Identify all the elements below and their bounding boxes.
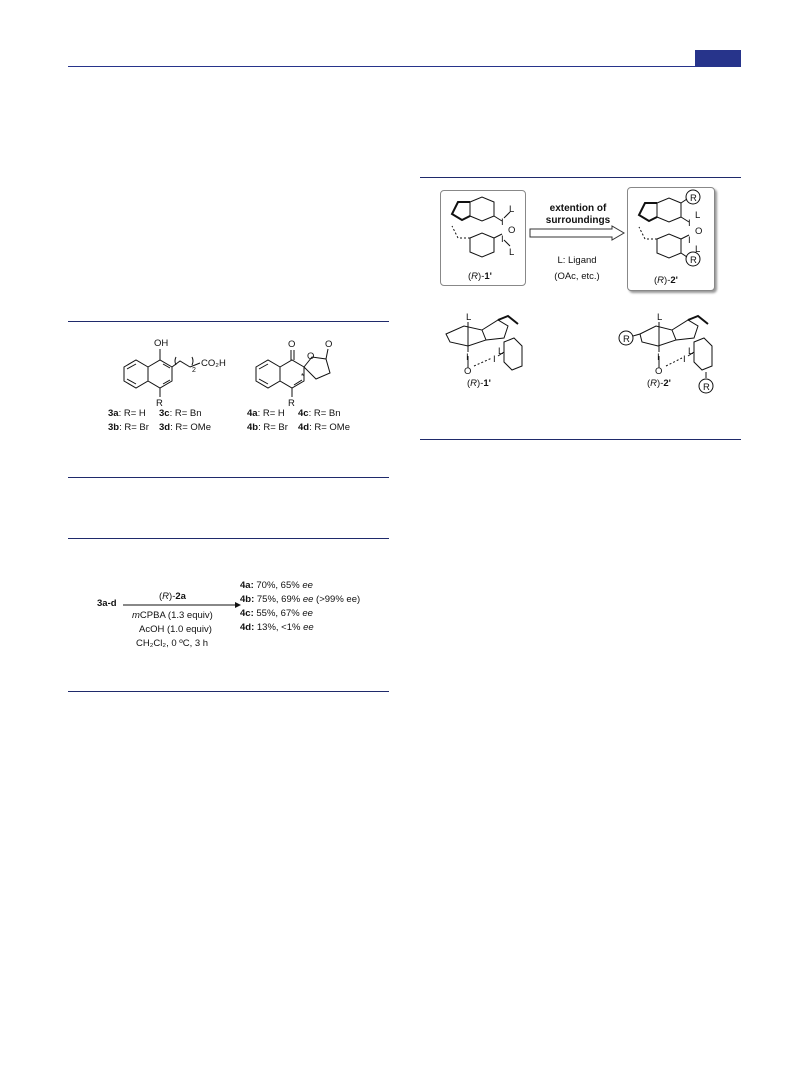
result-id: 4d: xyxy=(240,622,255,633)
catalyst-2-3d-structure xyxy=(614,310,734,400)
atom-l-3d-side: L xyxy=(498,346,504,357)
oh-label: OH xyxy=(154,338,169,349)
r-config: R xyxy=(470,378,478,389)
r-circle-top: R xyxy=(690,193,697,204)
cat-r: R xyxy=(162,591,170,602)
paren: )- xyxy=(657,378,664,389)
atom-i-top: I xyxy=(688,218,691,229)
r-circle-3d-left: R xyxy=(623,334,630,345)
subscript-2: 2 xyxy=(192,367,196,374)
reaction-additive xyxy=(139,623,212,637)
compound-id: 1' xyxy=(483,378,491,389)
scheme2-top-rule xyxy=(68,538,389,539)
r-label: R xyxy=(156,398,163,409)
compound-id: 2' xyxy=(670,275,678,286)
compound-id: 2' xyxy=(663,378,671,389)
substrate-row-2 xyxy=(108,421,211,435)
substrate-r-table xyxy=(108,407,211,435)
r-circle-bottom: R xyxy=(690,255,697,266)
atom-i-3d-side: I xyxy=(493,354,496,365)
conditions-text: CH₂Cl₂, 0 ºC, 3 h xyxy=(136,638,209,649)
paren: ( xyxy=(647,378,651,389)
atom-l-top: L xyxy=(695,210,701,221)
atom-i-bottom: I xyxy=(501,234,504,245)
paren: )- xyxy=(477,378,484,389)
scheme2-bottom-rule xyxy=(68,691,389,692)
result-yield: 70%, 65% xyxy=(253,580,303,591)
cat-id: 2a xyxy=(175,591,186,602)
scheme1-top-rule xyxy=(68,321,389,322)
product-row-2 xyxy=(247,421,350,435)
result-ee: ee xyxy=(302,594,314,605)
r-value-3d: : R= OMe xyxy=(170,422,212,433)
atom-l-3d-top: L xyxy=(657,312,663,323)
product-r-label: R xyxy=(288,398,295,409)
result-row-4c xyxy=(240,607,360,621)
atom-i-3d: I xyxy=(657,352,660,363)
catalyst-2-structure xyxy=(627,189,713,275)
result-row-4d xyxy=(240,621,360,635)
result-row-4b xyxy=(240,593,360,607)
atom-i-bottom: I xyxy=(688,235,691,246)
r-value-4a: : R= H xyxy=(257,408,285,419)
atom-o: O xyxy=(508,225,516,236)
result-row-4a xyxy=(240,579,360,593)
ligand-note-line2: (OAc, etc.) xyxy=(554,271,600,282)
header-rule xyxy=(68,66,741,67)
result-id: 4b: xyxy=(240,594,255,605)
atom-l-bottom: L xyxy=(695,244,701,255)
paren: )- xyxy=(664,275,671,286)
atom-o-3d: O xyxy=(655,366,663,377)
ligand-note-line1: L: Ligand xyxy=(557,255,597,266)
reaction-conditions xyxy=(136,637,208,651)
atom-o: O xyxy=(695,226,703,237)
result-id: 4a: xyxy=(240,580,254,591)
cat-paren-close: )- xyxy=(169,591,176,602)
additive-text: AcOH (1.0 equiv) xyxy=(139,624,212,635)
result-yield: 75%, 69% xyxy=(254,594,303,605)
reaction-substrate xyxy=(97,597,117,611)
compound-4b: 4b xyxy=(247,422,259,433)
stereocenter-star: * xyxy=(301,372,305,381)
result-yield: 13%, <1% xyxy=(254,622,304,633)
catalyst-2-label xyxy=(654,274,678,288)
compound-3a: 3a xyxy=(108,408,119,419)
product-row-1 xyxy=(247,407,350,421)
result-id: 4c: xyxy=(240,608,254,619)
oxidant-text: CPBA (1.3 equiv) xyxy=(139,610,213,621)
r-value-3c: : R= Bn xyxy=(169,408,202,419)
catalyst-2-3d-label xyxy=(647,377,671,391)
oxidant-m: m xyxy=(132,610,140,621)
substrate-id: 3a-d xyxy=(97,598,117,609)
compound-3d: 3d xyxy=(159,422,171,433)
r-value-4b: : R= Br xyxy=(258,422,288,433)
catalyst-1-label xyxy=(468,270,492,284)
lactone-o-ring: O xyxy=(307,351,315,362)
atom-l-3d-top: L xyxy=(466,312,472,323)
r-config: R xyxy=(657,275,665,286)
compound-4a: 4a xyxy=(247,408,258,419)
substrate-row-1 xyxy=(108,407,211,421)
lactone-o-exo: O xyxy=(325,339,333,350)
compound-4d: 4d xyxy=(298,422,310,433)
r-value-3a: : R= H xyxy=(118,408,146,419)
figure-bottom-rule xyxy=(420,439,741,440)
r-config: R xyxy=(650,378,658,389)
paren: ( xyxy=(467,378,471,389)
reaction-oxidant xyxy=(132,609,213,623)
r-value-4c: : R= Bn xyxy=(308,408,341,419)
compound-3b: 3b xyxy=(108,422,120,433)
figure-top-rule xyxy=(420,177,741,178)
product-r-table xyxy=(247,407,350,435)
atom-l-3d-side: L xyxy=(688,346,694,357)
cat-paren-open: ( xyxy=(159,591,163,602)
atom-l-top: L xyxy=(509,204,515,215)
carbonyl-o: O xyxy=(288,339,296,350)
paren: )- xyxy=(478,271,485,282)
atom-o-3d: O xyxy=(464,366,472,377)
paren: ( xyxy=(468,271,472,282)
r-value-3b: : R= Br xyxy=(119,422,149,433)
r-circle-3d-bottom: R xyxy=(703,382,710,393)
atom-i-3d-side: I xyxy=(683,354,686,365)
extension-arrow-text: extention of surroundings xyxy=(545,203,611,226)
header-tab xyxy=(695,50,741,66)
reaction-arrow xyxy=(123,601,243,609)
co2h-label: CO₂H xyxy=(201,358,226,369)
result-ee: ee xyxy=(302,608,313,619)
catalyst-1-3d-label xyxy=(467,377,491,391)
r-config: R xyxy=(471,271,479,282)
result-extra: (>99% ee) xyxy=(313,594,361,605)
catalyst-1-structure xyxy=(440,190,524,270)
paren: ( xyxy=(654,275,658,286)
result-yield: 55%, 67% xyxy=(253,608,303,619)
ligand-note xyxy=(538,253,616,285)
atom-l-bottom: L xyxy=(509,247,515,258)
catalyst-1-3d-structure xyxy=(442,312,552,387)
extension-arrow xyxy=(530,226,626,240)
compound-3c: 3c xyxy=(159,408,170,419)
compound-4c: 4c xyxy=(298,408,309,419)
atom-i-top: I xyxy=(501,217,504,228)
scheme1-bottom-rule xyxy=(68,477,389,478)
compound-id: 1' xyxy=(484,271,492,282)
result-ee: ee xyxy=(303,622,314,633)
result-ee: ee xyxy=(302,580,313,591)
reaction-results xyxy=(240,579,360,635)
r-value-4d: : R= OMe xyxy=(309,422,351,433)
atom-i-3d: I xyxy=(466,352,469,363)
